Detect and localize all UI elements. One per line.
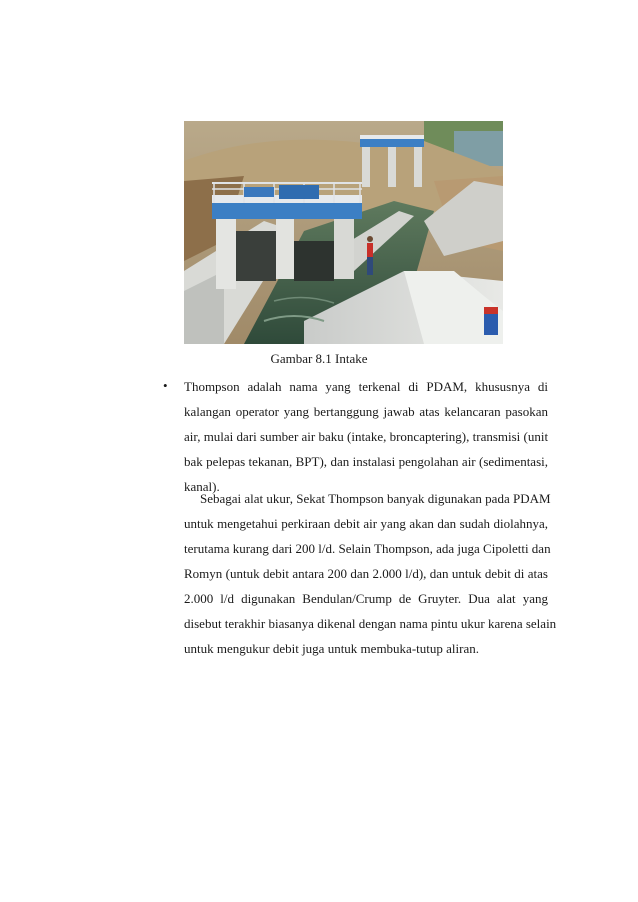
text-line: terutama kurang dari 200 l/d. Selain Thompson, ada juga Cipoletti dan [184,541,551,556]
paragraph-thompson [184,374,548,499]
text-line: Sebagai alat ukur, Sekat Thompson banyak digunakan pada PDAM [200,491,551,506]
text-line: kanal). [184,479,220,494]
text-line: bak pelepas tekanan, BPT), dan instalasi pengolahan air (sedimentasi, [184,454,548,469]
text-line: kalangan operator yang bertanggung jawab atas kelancaran pasokan [184,404,548,419]
text-line: 2.000 l/d digunakan Bendulan/Crump de Gruyter. Dua alat yang [184,591,548,606]
text-line: disebut terakhir biasanya dikenal dengan nama pintu ukur karena selain [184,616,557,631]
text-line: air, mulai dari sumber air baku (intake, broncaptering), transmisi (unit [184,429,549,444]
bullet-marker: • [163,378,168,393]
figure-caption: Gambar 8.1 Intake [270,351,368,366]
intake-photo [184,121,503,344]
text-line: Thompson adalah nama yang terkenal di PDAM, khususnya di [184,379,548,394]
text-line: untuk mengukur debit juga untuk membuka-tutup aliran. [184,641,479,656]
text-line: untuk mengetahui perkiraan debit air yang akan dan sudah diolahnya, [184,516,548,531]
paragraph-alat-ukur [184,486,557,661]
text-line: Romyn (untuk debit antara 200 dan 2.000 l/d), dan untuk debit di atas [184,566,548,581]
